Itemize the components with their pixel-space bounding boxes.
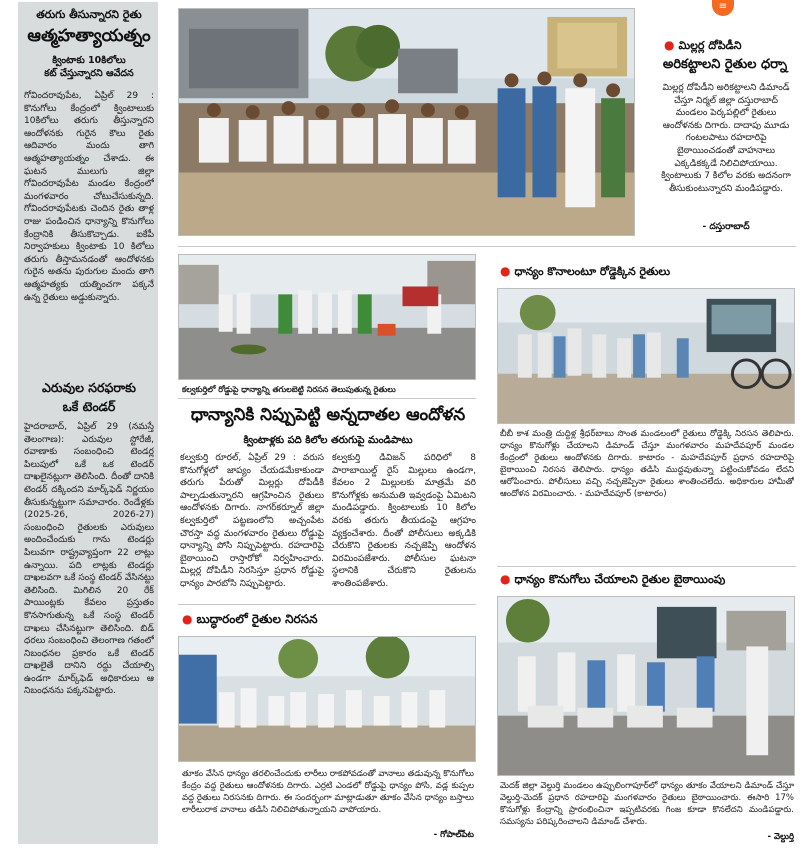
- section-badge: [712, 0, 734, 16]
- top-center-photo: [178, 8, 635, 236]
- divider-top: [178, 246, 796, 247]
- right-top-body: మిల్లర్ల దోపిడీని అరికట్టాలని డిమాండ్ చేస్తూ నిర్మల్ జిల్లా దస్తురాబాద్ మండలం పెర్కపల్లిలో రైతులు ఆందోళనకు దిగారు. దాదాపు మూడు గంటలపాటు రహదారిపై బైఠాయించడంతో వాహనాలు ఎక్కడికక్కడే నిలిచిపోయాయి. క్వింటాలుకు 7 కిలోల వరకు అదనంగా తీసుకుంటున్నారని మండిపడ్డారు.: [661, 83, 791, 194]
- right-top-headline: అరికట్టాలని రైతుల ధర్నా: [662, 57, 788, 72]
- sidebar-story2-headline: ఎరువుల సరఫరాకు ఒకే టెండర్: [41, 380, 137, 414]
- bullet-icon: ●: [500, 264, 511, 278]
- road-protest-image: [498, 289, 794, 423]
- sidebar-story1-headline: ఆత్మహత్యాయత్నం: [27, 26, 151, 46]
- right-mid-headline-text: ధాన్యం కొనాలంటూ రోడ్డెక్కిన రైతులు: [514, 265, 670, 278]
- sidebar-story1-body: గోవిందరావుపేట, ఏప్రిల్ 29 : కొనుగోలు కేంద్రంలో క్వింటాలుకు 10కిలోలు తరుగు తీస్తున్నారని ఆందోళనకు గురైన కౌలు రైతు ఆదివారం మందు తాగి ఆత్మహత్యాయత్నం చేశాడు. ఈ ఘటన ములుగు జిల్లా గోవిందరావుపేట మండల కేంద్రంలో మంగళవారం చోటుచేసుకున్నది. గోవిందరావుపేటకు చెందిన రైతు తాళ్ల రాజు పండించిన ధాన్యాన్ని కొనుగోలు కేంద్రానికి తీసుకొచ్చాడు. ఐకేపీ నిర్వాహకులు క్వింటాకు 10 కిలోలు తరుగు తీస్తామనడంతో ఆందోళనకు గురైన అతను పురుగుల మందు తాగి ఆత్మహత్యకు యత్నించగా పక్కనే ఉన్న రైతులు అడ్డుకున్నారు.: [24, 91, 154, 303]
- bullet-icon: ●: [500, 572, 511, 586]
- newspaper-icon: ≡: [718, 1, 728, 12]
- right-bottom-photo: [497, 596, 795, 776]
- road-sit-in-image: [498, 597, 794, 775]
- bullet-icon: ●: [664, 38, 675, 52]
- center-bottom-headline: [182, 612, 476, 626]
- right-top-kicker-text: మిల్లర్ల దోపిడీని: [678, 39, 742, 52]
- burning-grain-image: [179, 255, 475, 379]
- center-bottom-caption: తూకం వేసిన ధాన్యం తరలించేందుకు లారీలు రాకపోవడంతో వానాలు తడువున్న కొనుగోలు కేంద్రం వద్ద రైతులు ఆందోళనకు దిగారు. ఎర్రటి ఎండలో రోడ్డుపై ధాన్యం పోసి, వడ్ల కుప్పల వద్ద రైతులు నిరసనకు దిగారు. ఈ సందర్భంగా మాట్లాడుతూ తూకం వేసిన ధాన్యం బస్తాలు లారీలురాక వానాలు తడిసి నిలిచిపోతున్నాయని వాపోయారు.: [182, 769, 474, 815]
- center-bottom-headline-text: బుద్ధారంలో రైతుల నిరసన: [196, 612, 318, 626]
- sidebar-story2-body: హైదరాబాద్, ఏప్రిల్ 29 (నమస్తే తెలంగాణ): ఎరువుల స్టోరేజీ, రవాణాకు సంబంధించి టెండర్ల పిలుపులో ఒకే ఒక టెండర్ దాఖలైనట్లుగా తెలిసింది. దీంతో దానికి టెండర్ దక్కిందని మార్క్‌ఫెడ్ నిర్ణయం తీసుకున్నట్టుగా సమాచారం. రెండేళ్లకు (2025-26, 2026-27) సంబంధించి రైతులకు ఎరువులు అందించేందుకు గాను టెండర్లు పిలువగా రాష్ట్రవ్యాప్తంగా 22 లాట్లు ఉన్నాయి. పది లాట్లకు టెండర్లు దాఖలవగా ఒకే సంస్థ టెండర్ వేసినట్టు తెలిసింది. మిగిలిన 20 రేక్ పాయింట్లకు కేవలం ప్రస్తుతం కొనసాగుతున్న ఒకే సంస్థ టెండర్ దాఖలు చేసినట్టుగా తెలిసింది. బిడ్ ధరలు సంబంధించి తెలంగాణ గతంలో నిబంధనల ప్రకారం ఒకే టెండర్ దాఖలైతే దానిని రద్దు చేయాల్సి ఉండగా మార్క్‌ఫెడ్ అధికారులు ఆ నిబంధనను పక్కనపెట్టారు.: [24, 422, 154, 697]
- center-mid-body-col2: కల్వకుర్తి డివిజన్ పరిధిలో 8 పారాబాయిల్డ్ రైస్ మిల్లులు ఉండగా, కేవలం 2 మిల్లులకు మాత్రమే వరి కొనుగోళ్లకు అనుమతి ఇవ్వడంపై ఏమిటని మండిపడ్డారు. క్వింటాలుకు 10 కిలోల వరకు తరుగు తీయడంపై ఆగ్రహం వ్యక్తంచేశారు. దీంతో పోలీసులు అక్కడికి చేరుకొని రైతులకు నచ్చజెప్పి ఆందోళన విరమింపజేశారు. పోలీసుల ఘటనా స్థలానికి చేరుకొని రైతులను శాంతింపజేశారు.: [332, 453, 476, 589]
- divider-right-mid: [497, 566, 796, 567]
- sidebar-story1-subhead: క్వింటాకు 10కిలోలు కట్ చేస్తున్నారని ఆవేదన: [44, 55, 134, 79]
- sit-in-protest-image: [179, 637, 475, 761]
- right-mid-headline: [500, 264, 796, 278]
- center-mid-subhead: క్వింటాళ్లకు పది కిలోల తరుగుపై మండిపాటు: [243, 435, 413, 446]
- divider-mid-left: [178, 398, 476, 399]
- center-mid-headline: ధాన్యానికి నిప్పుపెట్టి అన్నదాతల ఆందోళన: [190, 405, 466, 425]
- right-top-kicker: [664, 38, 794, 52]
- sidebar-story1-kicker: తరుగు తీసున్నారని రైతు: [36, 8, 142, 21]
- center-bottom-byline: - గోపాల్‌పేట: [433, 830, 474, 840]
- right-bottom-headline: [500, 572, 796, 587]
- center-mid-body-col1: కల్వకుర్తి రూరల్, ఏప్రిల్ 29 : వరుస కొనుగోళ్లలో జాప్యం చేయడమేకాకుండా తరుగు పేరుతో మిల్లర్లు దోపిడీకి పాల్పడుతున్నారని ఆగ్రహించిన రైతులు ఆందోళనకు దిగారు. నాగర్‌కర్నూల్ జిల్లా కల్వకుర్తిలో పట్టణంలోని అచ్చంపేట చౌరస్తా వద్ద మంగళవారం రైతులు రోడ్డుపై ధాన్యాన్ని పోసి నిప్పుపెట్టారు. రహదారిపై బైఠాయించి రాస్తారోకో నిర్వహించారు. మిల్లర్ల దోపిడీని నిరసిస్తూ ప్రధాన రోడ్డుపై ధాన్యం పారబోసి నిప్పుపెట్టారు.: [180, 453, 324, 589]
- farmers-protest-image: [179, 9, 634, 235]
- right-top-byline: - దస్తురాబాద్: [702, 222, 750, 232]
- center-bottom-photo: [178, 636, 476, 762]
- center-mid-photo-caption: కల్వకుర్తిలో రోడ్డుపై ధాన్యాన్ని తగులబెట్టి నిరసన తెలుపుతున్న రైతులు: [182, 385, 396, 394]
- right-mid-caption: బీబీ కాశ మంత్రి దుద్దిళ్ల శ్రీధర్‌బాబు సొంత మండలంలో రైతులు రోడ్డెక్కి నిరసన తెలిపారు. ధాన్యం కొనుగోళ్లు చేయాలని డిమాండ్ చేస్తూ మంగళవారం మహదేవపూర్ మండల కేంద్రంలో రైతులు ఆందోళనకు దిగారు. కాటారం - మహదేవపూర్ ప్రధాన రహదారిపై బైఠాయించి నిరసన తెలిపారు. ధాన్యం తడిసి ముద్దవుతున్నా పట్టించుకోవడం లేదని ఆరోపించారు. పోలీసులు వచ్చి నచ్చజెప్పినా రైతులు శాంతించలేదు. అధికారుల హామీతో ఆందోళన విరమించారు. - మహదేవపూర్ (కాటారం): [500, 429, 794, 499]
- right-bottom-caption: మెదక్ జిల్లా వెల్దుర్తి మండలం ఉప్పులింగాపూర్‌లో ధాన్యం తూకం వేయాలని డిమాండ్ చేస్తూ వెల్దుర్తి-మెదక్ ప్రధాన రహదారిపై మంగళవారం రైతులు బైఠాయించారు. ఈసారి 17% కొనుగోళ్లు కేంద్రాన్ని ప్రారంభించినా ఇప్పటివరకు గింజ కూడా కొనలేదని మండిపడ్డారు. సమస్యను పరిష్కరించాలని డిమాండ్ చేశారు.: [500, 781, 794, 827]
- divider-center-bottom: [178, 604, 476, 605]
- right-bottom-byline: - వెల్దుర్తి: [767, 832, 794, 842]
- right-mid-photo: [497, 288, 795, 424]
- bullet-icon: ●: [182, 612, 193, 626]
- right-bottom-headline-text: ధాన్యం కొనుగోలు చేయాలని రైతుల బైఠాయింపు: [514, 572, 726, 586]
- center-mid-photo: [178, 254, 476, 380]
